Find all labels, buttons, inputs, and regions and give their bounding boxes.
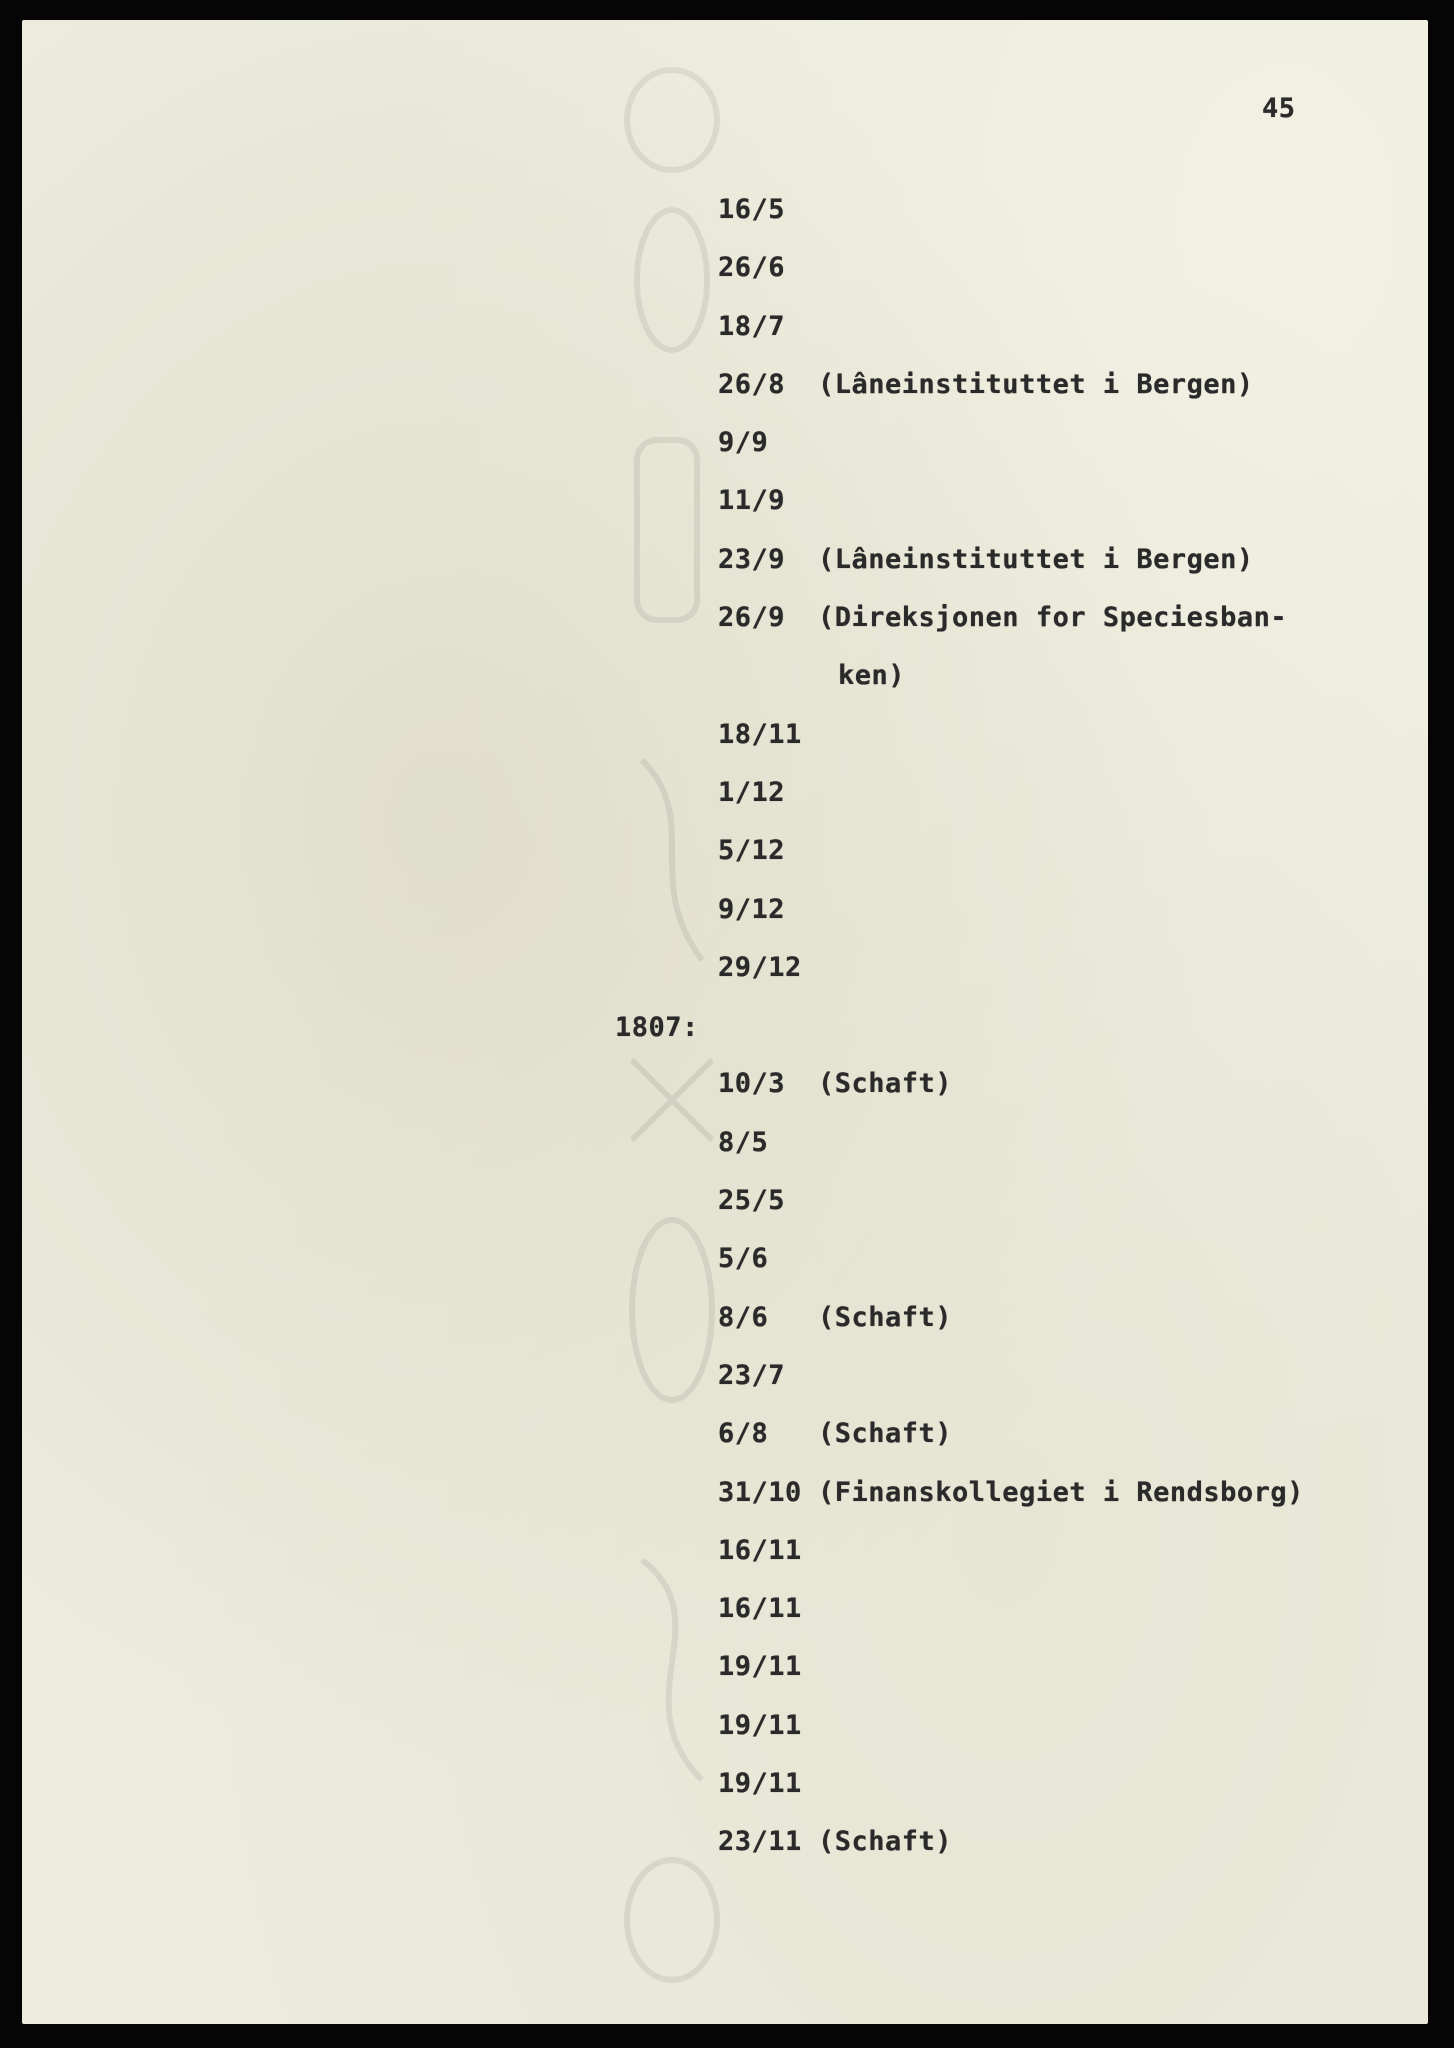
list-item	[718, 895, 1304, 953]
list-item	[718, 1069, 1304, 1127]
list-item	[718, 1303, 1304, 1361]
list-item	[718, 1186, 1304, 1244]
entry-date: 1/12	[718, 776, 786, 808]
entry-date: 11/9	[718, 485, 786, 517]
entry-date: 23/11	[718, 1826, 802, 1858]
list-item	[718, 1419, 1304, 1477]
list-item	[718, 1536, 1304, 1594]
entry-note: (Lâneinstituttet i Bergen)	[818, 368, 1254, 400]
entry-date: 25/5	[718, 1185, 786, 1217]
list-item	[718, 953, 1304, 1011]
entry-date: 5/6	[718, 1243, 769, 1275]
list-item	[718, 1827, 1304, 1885]
list-item	[718, 1128, 1304, 1186]
list-item	[718, 1711, 1304, 1769]
entry-note: (Direksjonen for Speciesban-	[818, 602, 1288, 634]
entry-date: 10/3	[718, 1068, 786, 1100]
entry-date: 26/9	[718, 602, 786, 634]
date-entry-list	[718, 195, 1304, 1886]
entry-note: (Schaft)	[818, 1301, 953, 1333]
list-item	[718, 778, 1304, 836]
entry-date: 5/12	[718, 835, 786, 867]
list-item	[718, 1594, 1304, 1652]
entry-date: 19/11	[718, 1651, 802, 1683]
list-item	[718, 1769, 1304, 1827]
entry-note: ken)	[838, 660, 906, 692]
entry-date: 16/11	[718, 1593, 802, 1625]
list-item	[718, 428, 1304, 486]
entry-note: (Finanskollegiet i Rendsborg)	[818, 1476, 1304, 1508]
entry-date: 16/5	[718, 194, 786, 225]
year-label: 1807:	[615, 1012, 699, 1043]
entry-date: 19/11	[718, 1709, 802, 1741]
list-item	[718, 1361, 1304, 1419]
entry-date: 23/7	[718, 1359, 786, 1391]
list-item	[718, 1652, 1304, 1710]
entry-date: 16/11	[718, 1534, 802, 1566]
entry-date: 26/8	[718, 368, 786, 400]
entry-date: 18/11	[718, 718, 802, 750]
list-item	[718, 1478, 1304, 1536]
list-item	[718, 836, 1304, 894]
entry-date: 26/6	[718, 252, 786, 284]
entry-date: 8/5	[718, 1126, 769, 1158]
entry-date: 31/10	[718, 1476, 802, 1508]
entry-note: (Schaft)	[818, 1068, 953, 1100]
list-item	[718, 253, 1304, 311]
list-item	[718, 720, 1304, 778]
list-item	[718, 603, 1304, 661]
entry-note: (Lâneinstituttet i Bergen)	[818, 543, 1254, 575]
list-item	[718, 545, 1304, 603]
list-item-spacer	[718, 1011, 1304, 1069]
list-item	[718, 370, 1304, 428]
list-item	[718, 1244, 1304, 1302]
entry-note: (Schaft)	[818, 1418, 953, 1450]
list-item	[718, 486, 1304, 544]
entry-date: 19/11	[718, 1768, 802, 1800]
list-item	[718, 312, 1304, 370]
entry-date: 9/9	[718, 427, 769, 459]
entry-date: 9/12	[718, 893, 786, 925]
page-number: 45	[1262, 93, 1296, 124]
entry-date: 23/9	[718, 543, 786, 575]
entry-date: 6/8	[718, 1418, 769, 1450]
entry-date: 18/7	[718, 310, 786, 342]
list-item-continuation	[718, 661, 1304, 719]
entry-date: 29/12	[718, 951, 802, 983]
entry-date: 8/6	[718, 1301, 769, 1333]
entry-note: (Schaft)	[818, 1826, 953, 1858]
list-item	[718, 195, 1304, 253]
